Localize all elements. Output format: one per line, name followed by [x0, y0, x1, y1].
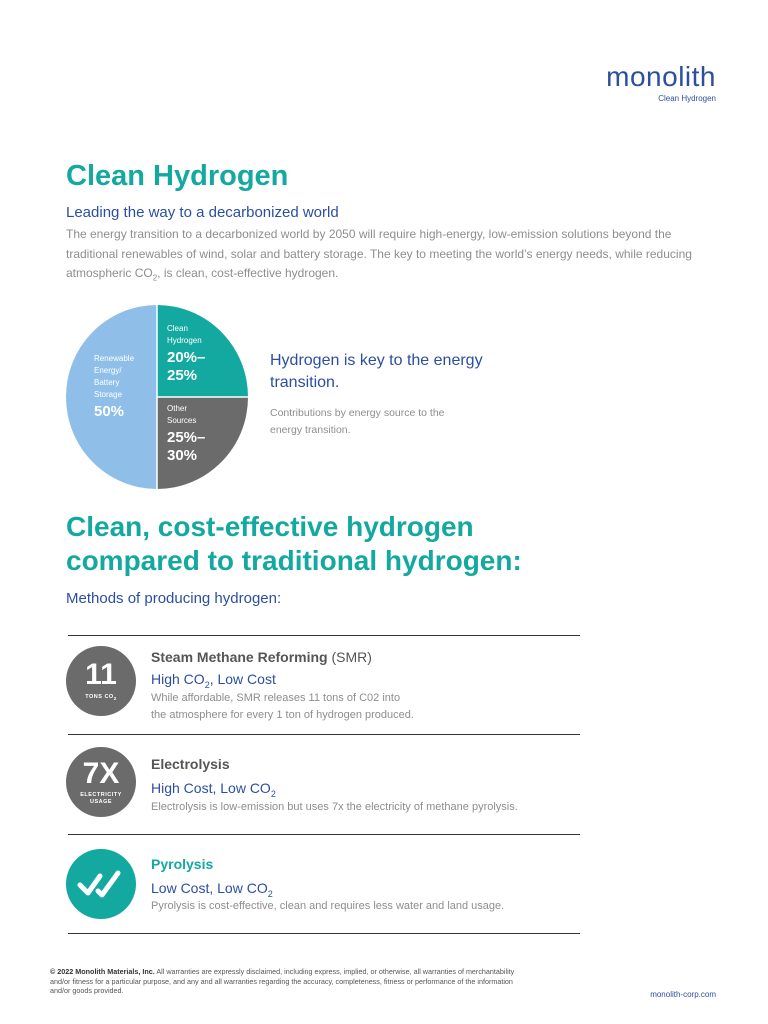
method-name-smr — [151, 649, 372, 665]
electrolysis-icon — [66, 747, 136, 817]
intro-paragraph — [66, 225, 706, 288]
page-subtitle: Leading the way to a decarbonized world — [66, 204, 339, 221]
method-cost-electrolysis-sub: 2 — [270, 788, 276, 799]
pie-value-clean-line1: 20%– — [167, 349, 206, 366]
method-cost-smr-sub: 2 — [204, 679, 210, 690]
pyrolysis-icon — [66, 849, 136, 919]
pie-value-clean-line2: 25% — [167, 367, 198, 384]
method-desc-smr — [151, 690, 581, 724]
intro-subscript: 2 — [152, 273, 158, 283]
method-name-smr-text: Steam Methane Reforming — [151, 649, 328, 665]
pie-label-other-line1: Other — [167, 404, 188, 413]
divider-line — [68, 834, 580, 835]
method-cost-electrolysis — [151, 780, 276, 799]
footer-disclaimer — [50, 967, 530, 996]
intro-text: The energy transition to a decarbonized world by 2050 will require high-energy, low-emission solutions beyond the traditional renewables of wind, solar and battery storage. The key to meeting the world’s energy needs, while reducing atmospheric CO — [66, 227, 692, 280]
footer-copyright: © 2022 Monolith Materials, Inc. — [50, 967, 155, 976]
smr-icon-number: 11 — [85, 658, 117, 691]
comparison-heading-line2: compared to traditional hydrogen: — [66, 545, 522, 576]
pie-caption: Contributions by energy source to the energy transition. — [270, 407, 445, 436]
page-title: Clean Hydrogen — [66, 160, 289, 192]
comparison-heading-line1: Clean, cost-effective hydrogen — [66, 511, 474, 542]
pie-value-other-line1: 25%– — [167, 429, 206, 446]
pie-label-renewable-line2: Energy/ — [94, 366, 122, 375]
smr-icon-caption — [66, 694, 136, 702]
pie-label-clean-line2: Hydrogen — [167, 336, 202, 345]
divider-line — [68, 734, 580, 735]
pie-value-renewable: 50% — [94, 403, 125, 420]
divider-line — [68, 635, 580, 636]
smr-icon-caption-sub: 2 — [113, 696, 117, 702]
pie-label-renewable-line1: Renewable — [94, 354, 135, 363]
electrolysis-icon-caption-line2: USAGE — [89, 799, 113, 805]
divider-line — [68, 933, 580, 934]
brand-logo — [606, 62, 716, 103]
method-cost-smr — [151, 671, 276, 690]
pie-value-other-line2: 30% — [167, 447, 198, 464]
footer-disclaimer-text: All warranties are expressly disclaimed, including express, implied, or otherwise, all warranties of merchantability and/or fitness for a particular purpose, and any and all warranties regarding the accuracy, completeness, fitness or performance of the information and/or goods provided. — [50, 967, 515, 995]
intro-text-end: , is clean, cost-effective hydrogen. — [157, 266, 339, 280]
pie-label-other-sources — [167, 403, 205, 465]
method-desc-pyrolysis: Pyrolysis is cost-effective, clean and requires less water and land usage. — [151, 900, 505, 912]
footer-website-link[interactable]: monolith-corp.com — [650, 990, 716, 999]
pie-label-other-line2: Sources — [167, 416, 197, 425]
energy-pie-chart — [66, 305, 248, 489]
logo-tagline: Clean Hydrogen — [658, 94, 716, 103]
pie-label-clean-hydrogen — [167, 323, 205, 385]
method-desc-electrolysis: Electrolysis is low-emission but uses 7x the electricity of methane pyrolysis. — [151, 801, 518, 813]
method-cost-smr-b: , Low Cost — [209, 671, 276, 687]
method-desc-smr-line1: While affordable, SMR releases 11 tons of C02 into — [151, 692, 401, 704]
method-name-electrolysis: Electrolysis — [151, 756, 230, 772]
logo-wordmark: monolith — [606, 61, 716, 92]
method-cost-pyrolysis-sub: 2 — [267, 888, 273, 899]
method-cost-electrolysis-a: High Cost, Low CO — [151, 780, 271, 796]
methods-label: Methods of producing hydrogen: — [66, 590, 282, 607]
electrolysis-icon-number: 7X — [82, 757, 120, 790]
pie-label-renewable-line4: Storage — [94, 390, 123, 399]
method-cost-smr-a: High CO — [151, 671, 205, 687]
method-name-smr-abbr: (SMR) — [327, 649, 372, 665]
pie-label-renewable-line3: Battery — [94, 378, 120, 387]
pie-label-clean-line1: Clean — [167, 324, 188, 333]
method-desc-smr-line2: the atmosphere for every 1 ton of hydrogen produced. — [151, 709, 414, 721]
method-name-pyrolysis: Pyrolysis — [151, 856, 214, 872]
method-cost-pyrolysis-a: Low Cost, Low CO — [151, 880, 268, 896]
pie-label-renewable — [94, 353, 134, 421]
method-cost-pyrolysis — [151, 880, 273, 899]
smr-icon — [66, 646, 136, 716]
double-check-icon — [66, 849, 136, 919]
smr-icon-caption-text: TONS CO — [85, 694, 114, 700]
electrolysis-icon-caption-line1: ELECTRICITY — [80, 792, 122, 798]
comparison-heading — [66, 510, 522, 578]
pie-heading: Hydrogen is key to the energy transition. — [270, 352, 483, 391]
